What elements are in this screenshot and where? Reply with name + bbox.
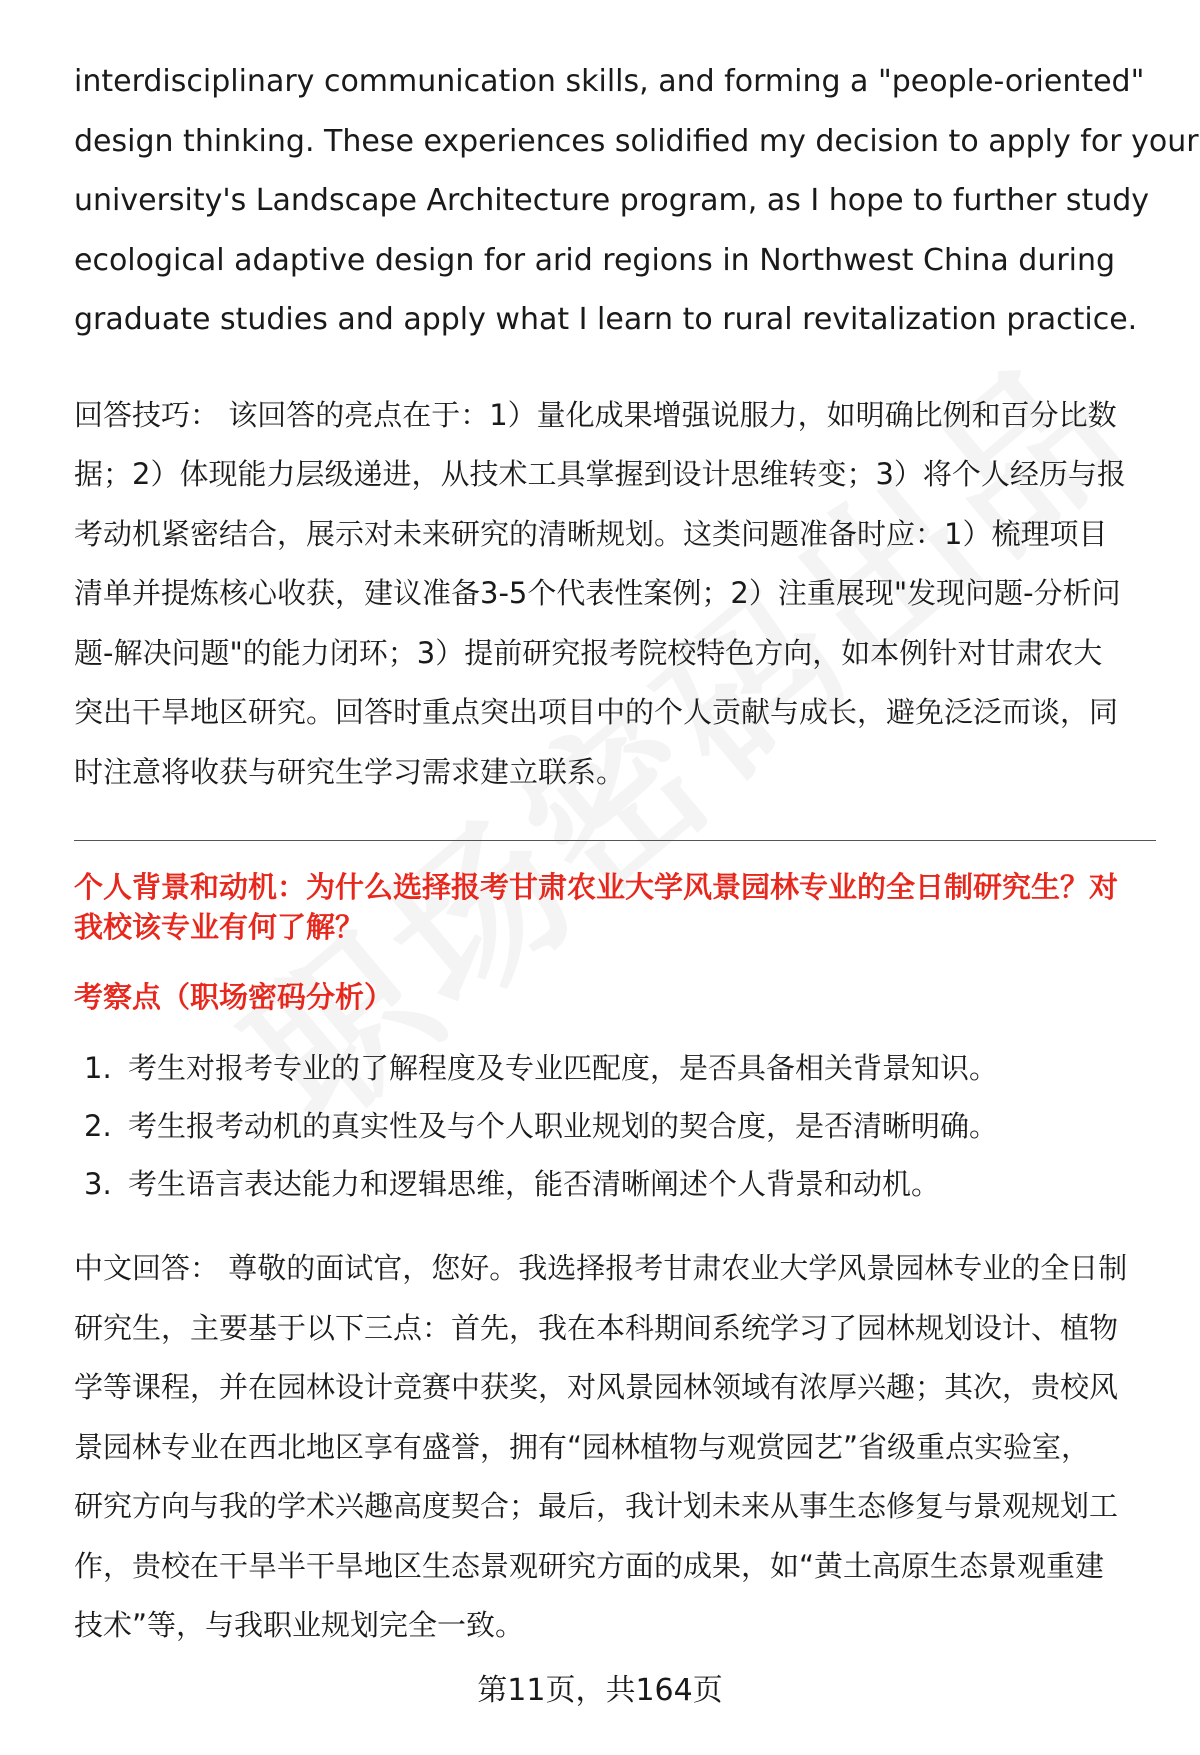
text-line: 题-解决问题"的能力闭环；3）提前研究报考院校特色方向，如本例针对甘肃农大 [74, 635, 1103, 670]
text-line: 时注意将收获与研究生学习需求建立联系。 [74, 754, 626, 789]
text-line: 个人背景和动机：为什么选择报考甘肃农业大学风景园林专业的全日制研究生？对 [74, 870, 1119, 904]
text-line: 据；2）体现能力层级递进，从技术工具掌握到设计思维转变；3）将个人经历与报 [74, 457, 1126, 491]
chinese-answer-paragraph [74, 1239, 1162, 1656]
text-line: 考动机紧密结合，展示对未来研究的清晰规划。这类问题准备时应：1）梳理项目 [74, 516, 1108, 551]
text-line: 景园林专业在西北地区享有盛誉，拥有“园林植物与观赏园艺”省级重点实验室， [74, 1429, 1091, 1464]
list-number: 3. [84, 1167, 112, 1201]
text-line: graduate studies and apply what I learn to rural revitalization practice. [74, 302, 1138, 337]
text-line: university's Landscape Architecture program, as I hope to further study [74, 183, 1150, 218]
text-line: 清单并提炼核心收获，建议准备3-5个代表性案例；2）注重展现"发现问题-分析问 [74, 576, 1121, 610]
text-line: 回答技巧： 该回答的亮点在于：1）量化成果增强说服力，如明确比例和百分比数 [74, 397, 1117, 432]
text-line: 我校该专业有何了解？ [74, 910, 365, 944]
section-divider [74, 840, 1156, 841]
document-page [74, 52, 1199, 1656]
text-line: 突出干旱地区研究。回答时重点突出项目中的个人贡献与成长，避免泛泛而谈，同 [74, 695, 1119, 729]
list-item [74, 1097, 1162, 1155]
list-item-text: 考生语言表达能力和逻辑思维，能否清晰阐述个人背景和动机。 [128, 1167, 941, 1201]
list-number: 2. [84, 1109, 112, 1143]
list-number: 1. [84, 1051, 112, 1085]
text-line: 研究生，主要基于以下三点：首先，我在本科期间系统学习了园林规划设计、植物 [74, 1310, 1119, 1345]
question-heading [74, 867, 1162, 947]
text-line: 作，贵校在干旱半干旱地区生态景观研究方面的成果，如“黄土高原生态景观重建 [74, 1548, 1105, 1583]
assessment-points-list [74, 1039, 1162, 1213]
list-item [74, 1039, 1162, 1097]
text-line: design thinking. These experiences solidified my decision to apply for your [74, 123, 1199, 159]
page-number-footer: 第11页，共164页 [477, 1673, 723, 1708]
text-line: 技术”等，与我职业规划完全一致。 [74, 1608, 525, 1642]
assessment-points-title: 考察点（职场密码分析） [74, 980, 394, 1014]
text-line: ecological adaptive design for arid regions in Northwest China during [74, 242, 1116, 278]
text-line: 中文回答： 尊敬的面试官，您好。我选择报考甘肃农业大学风景园林专业的全日制 [74, 1251, 1128, 1285]
text-line: interdisciplinary communication skills, and forming a "people-oriented" [74, 64, 1145, 99]
list-item-text: 考生对报考专业的了解程度及专业匹配度，是否具备相关背景知识。 [128, 1051, 999, 1085]
text-line: 学等课程，并在园林设计竞赛中获奖，对风景园林领域有浓厚兴趣；其次，贵校风 [74, 1370, 1119, 1404]
answer-tips-paragraph [74, 386, 1162, 803]
list-item [74, 1155, 1162, 1213]
english-answer-paragraph [74, 52, 1199, 350]
text-line: 研究方向与我的学术兴趣高度契合；最后，我计划未来从事生态修复与景观规划工 [74, 1489, 1119, 1523]
list-item-text: 考生报考动机的真实性及与个人职业规划的契合度，是否清晰明确。 [128, 1109, 999, 1143]
